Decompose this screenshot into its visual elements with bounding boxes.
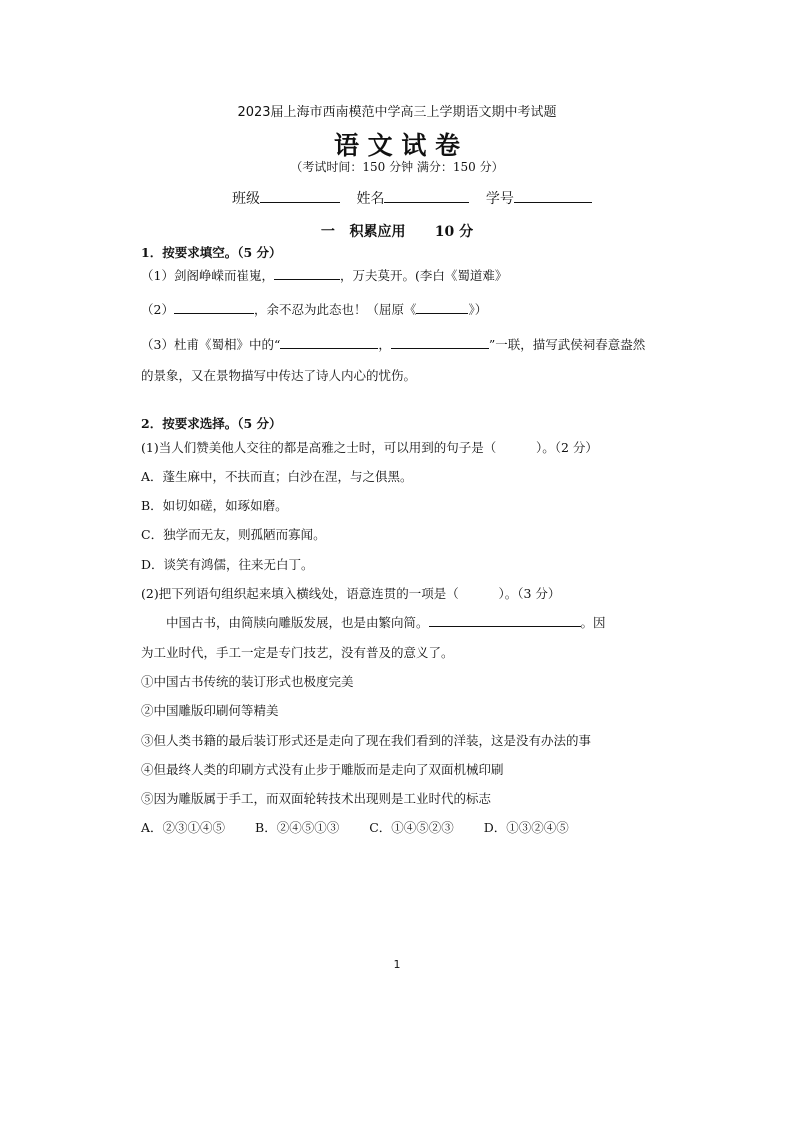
q2-sub2-stem: (2)把下列语句组织起来填入横线处，语意连贯的一项是（ ）。（3 分） (141, 586, 561, 601)
q2-sub2-choices (141, 818, 569, 836)
class-label: 班级 (232, 191, 260, 207)
q1-item3-text-b: ， (378, 337, 391, 352)
q1-item2-text-a: （2） (141, 302, 174, 317)
q2-passage-blank[interactable] (429, 614, 581, 627)
q1-item3-blank-1[interactable] (280, 336, 378, 349)
q1-item3-line2: 的景象，又在景物描写中传达了诗人内心的忧伤。 (141, 368, 417, 383)
q1-item1-blank[interactable] (274, 267, 340, 280)
student-info-row (232, 188, 592, 208)
q1-item3-text-a: （3）杜甫《蜀相》中的“ (141, 337, 281, 352)
q1-item3-blank-2[interactable] (391, 336, 489, 349)
q2-passage-line2: 为工业时代，手工一定是专门技艺，没有普及的意义了。 (141, 645, 454, 660)
q1-title: 1．按要求填空。（5 分） (141, 245, 282, 260)
q2-passage-line1 (166, 613, 606, 631)
exam-time-score: （考试时间：150 分钟 满分：150 分） (290, 160, 504, 174)
q1-item3 (141, 335, 645, 353)
id-label: 学号 (485, 191, 514, 207)
q1-item1 (141, 266, 507, 284)
q2-sub1-option-b: B．如切如磋，如琢如磨。 (141, 498, 288, 513)
page-number: 1 (393, 958, 401, 971)
name-blank[interactable] (384, 190, 469, 203)
q2-sub1-option-c: C．独学而无友，则孤陋而寡闻。 (141, 527, 326, 542)
exam-source-title: 2023届上海市西南模范中学高三上学期语文期中考试题 (237, 105, 557, 120)
q1-item2-blank[interactable] (174, 301, 254, 314)
q2-sentence-2: ②中国雕版印刷何等精美 (141, 703, 279, 718)
q2-sub1-stem: (1)当人们赞美他人交往的都是高雅之士时，可以用到的句子是（ ）。（2 分） (141, 440, 598, 455)
id-blank[interactable] (514, 190, 592, 203)
q2-passage-text-b: 。因 (580, 615, 606, 630)
q2-sub1-option-d: D．谈笑有鸿儒，往来无白丁。 (141, 557, 314, 572)
q2-passage-text-a: 中国古书，由简牍向雕版发展，也是由繁向简。 (166, 615, 429, 630)
q1-item1-text-a: （1）剑阁峥嵘而崔嵬， (141, 268, 274, 283)
q1-item2-text-c: 》） (468, 302, 488, 317)
q2-choice-a: A．②③①④⑤ (141, 820, 226, 835)
q1-item2-title-blank[interactable] (416, 301, 468, 314)
q2-sentence-5: ⑤因为雕版属于手工，而双面轮转技术出现则是工业时代的标志 (141, 791, 492, 806)
q2-choice-d: D．①③②④⑤ (483, 820, 569, 835)
q2-sentence-4: ④但最终人类的印刷方式没有止步于雕版而是走向了双面机械印刷 (141, 762, 504, 777)
q1-item1-text-b: ，万夫莫开。(李白《蜀道难》 (339, 268, 508, 283)
q1-item3-text-c: ”一联，描写武侯祠春意盎然 (488, 337, 646, 352)
q2-sub1-option-a: A．蓬生麻中，不扶而直；白沙在涅，与之俱黑。 (141, 469, 413, 484)
name-label: 姓名 (356, 191, 385, 207)
q2-title: 2．按要求选择。（5 分） (141, 416, 282, 431)
class-blank[interactable] (260, 190, 340, 203)
q2-sentence-3: ③但人类书籍的最后装订形式还是走向了现在我们看到的洋装，这是没有办法的事 (141, 733, 592, 748)
section-heading: 一 积累应用 10 分 (320, 224, 474, 240)
q1-item2-text-b: ，余不忍为此态也！（屈原《 (253, 302, 417, 317)
q2-choice-b: B．②④⑤①③ (255, 820, 340, 835)
paper-title: 语 文 试 卷 (333, 131, 461, 160)
q2-choice-c: C．①④⑤②③ (369, 820, 454, 835)
q2-sentence-1: ①中国古书传统的装订形式也极度完美 (141, 674, 354, 689)
q1-item2 (141, 300, 487, 318)
